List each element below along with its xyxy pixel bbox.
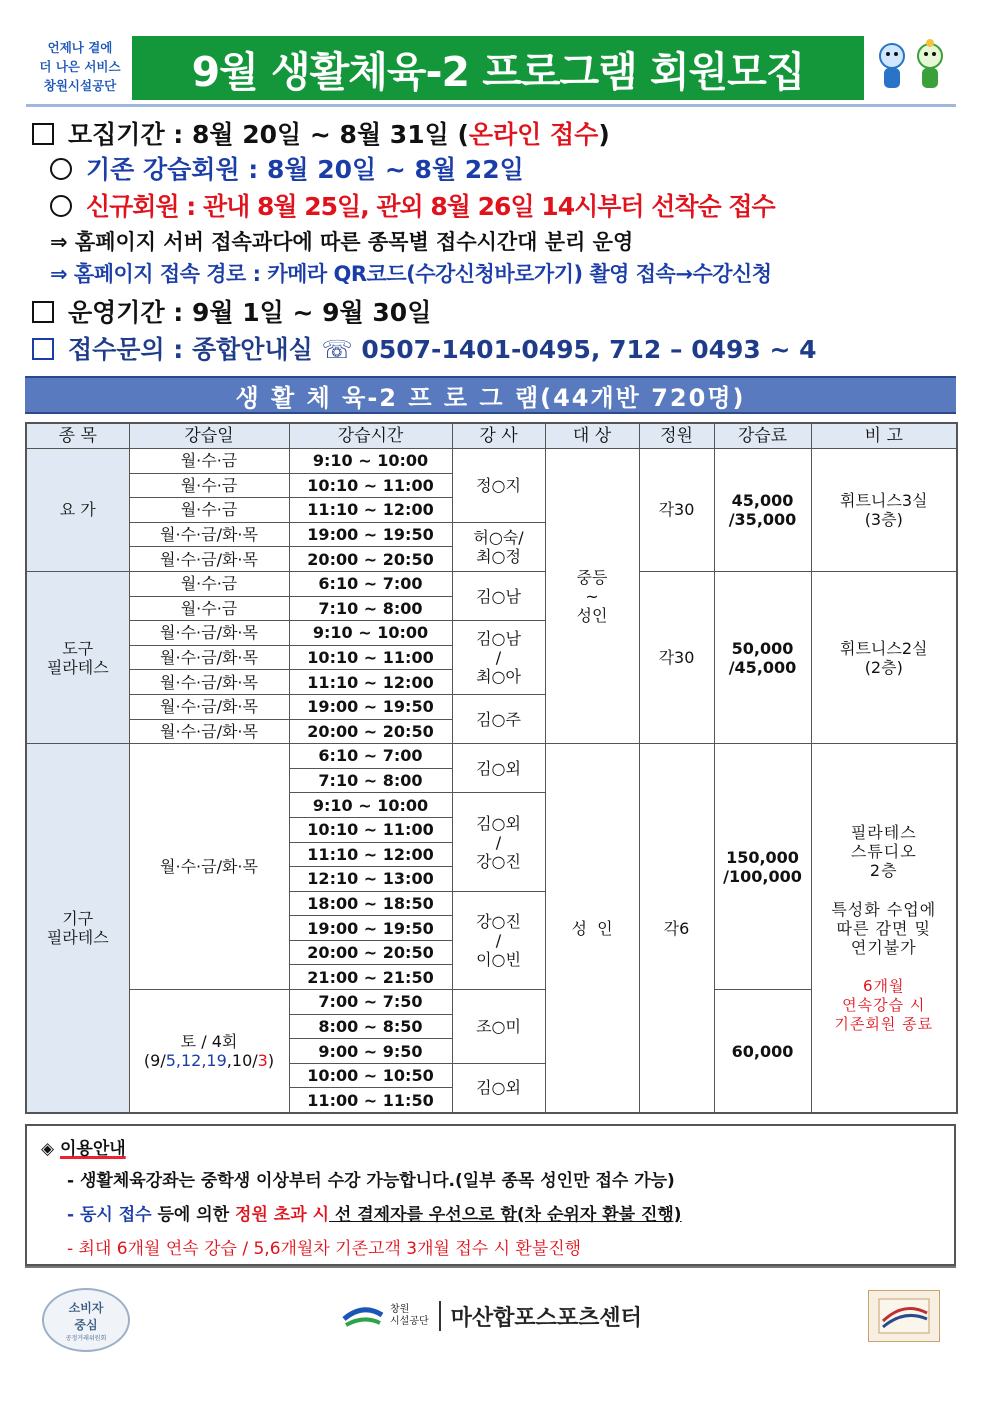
table-header-row (26, 423, 957, 449)
existing-text: 기존 강습회원 : 8월 20일 ~ 8월 22일 (86, 155, 524, 184)
class-time: 9:10 ~ 10:00 (289, 449, 452, 474)
class-days: 월·수·금 (129, 571, 289, 596)
note-line: - 생활체육강좌는 중학생 이상부터 수강 가능합니다.(일부 종목 성인만 접수 가능) (67, 1171, 675, 1191)
capacity: 각30 (639, 571, 714, 743)
class-time: 6:10 ~ 7:00 (289, 744, 452, 769)
recruit-period (32, 115, 610, 151)
header-cell: 강습시간 (289, 423, 452, 449)
program-tool-pilates: 도구 필라테스 (26, 571, 129, 743)
section-title: 생 활 체 육-2 프 로 그 램(44개반 720명) (25, 376, 956, 414)
class-days-saturday (129, 990, 289, 1113)
operation-text: 운영기간 : 9월 1일 ~ 9월 30일 (68, 298, 432, 327)
fee: 50,000 /45,000 (714, 571, 811, 743)
certification-mark-icon (868, 1290, 940, 1342)
class-days: 월·수·금/화·목 (129, 621, 289, 646)
class-time: 10:10 ~ 11:00 (289, 645, 452, 670)
header-cell: 대 상 (545, 423, 639, 449)
instructor: 김○외 (452, 744, 545, 793)
operation-period (32, 293, 431, 329)
table-row (26, 571, 957, 596)
instructor: 강○진 / 이○빈 (452, 891, 545, 989)
badge-text: 중심 (74, 1317, 98, 1332)
header-cell: 강습일 (129, 423, 289, 449)
class-days: 월·수·금/화·목 (129, 645, 289, 670)
instructor: 허○숙/ 최○정 (452, 522, 545, 571)
class-days: 월·수·금/화·목 (129, 719, 289, 744)
slogan-line: 창원시설공단 (43, 78, 117, 93)
remark-discount: 특성화 수업에 따른 감면 및 연기불가 (831, 899, 937, 957)
recruit-close: ) (598, 120, 610, 149)
class-time: 20:00 ~ 20:50 (289, 940, 452, 965)
class-time: 12:10 ~ 13:00 (289, 867, 452, 892)
saturday-label: 토 / 4회 (180, 1032, 238, 1052)
class-time: 10:00 ~ 10:50 (289, 1063, 452, 1088)
class-time: 19:00 ~ 19:50 (289, 916, 452, 941)
class-days: 월·수·금/화·목 (129, 694, 289, 719)
checkbox-icon (32, 338, 54, 360)
badge-text: 공정거래위원회 (65, 1334, 107, 1342)
class-days: 월·수·금 (129, 498, 289, 523)
new-members-text: 신규회원 : 관내 8월 25일, 관외 8월 26일 14시부터 선착순 접수 (86, 192, 775, 221)
note-part: 선 결제자를 우선으로 함(차 순위자 환불 진행) (329, 1205, 682, 1225)
class-time: 19:00 ~ 19:50 (289, 522, 452, 547)
date-part: (9/ (143, 1051, 166, 1071)
capacity: 각6 (639, 744, 714, 1113)
class-time: 7:10 ~ 8:00 (289, 768, 452, 793)
date-part: 3 (257, 1051, 268, 1071)
class-time: 6:10 ~ 7:00 (289, 571, 452, 596)
schedule-table (25, 422, 958, 1114)
inquiry-text: 접수문의 : 종합안내실 ☏ 0507-1401-0495, 712 – 0493 ~ 4 (68, 335, 817, 364)
remark-warning: 6개월 연속강습 시 기존회원 종료 (834, 976, 934, 1033)
page-title: 9월 생활체육-2 프로그램 회원모집 (132, 36, 864, 100)
slogan-line: 언제나 곁에 (47, 40, 113, 55)
diamond-icon: ◈ (41, 1139, 55, 1159)
fee: 60,000 (714, 990, 811, 1113)
class-time: 7:00 ~ 7:50 (289, 990, 452, 1015)
fee: 45,000 /35,000 (714, 449, 811, 572)
header-cell: 정원 (639, 423, 714, 449)
class-time: 9:00 ~ 9:50 (289, 1039, 452, 1064)
class-time: 7:10 ~ 8:00 (289, 596, 452, 621)
usage-notes (25, 1124, 956, 1266)
remark-location: 필라테스 스튜디오 2층 (850, 822, 917, 880)
class-days: 월·수·금 (129, 449, 289, 474)
note-line: - 최대 6개월 연속 강습 / 5,6개월차 기존고객 3개월 접수 시 환불진행 (67, 1239, 582, 1259)
target-group: 중등 ~ 성인 (545, 449, 639, 744)
class-time: 10:10 ~ 11:00 (289, 473, 452, 498)
instructor: 조○미 (452, 990, 545, 1064)
server-note: ⇒ 홈페이지 서버 접속과다에 따른 종목별 접수시간대 분리 운영 (50, 230, 634, 254)
instructor: 정○지 (452, 449, 545, 523)
remark: 휘트니스2실 (2층) (811, 571, 957, 743)
circle-bullet-icon (50, 158, 72, 180)
instructor: 김○남 (452, 571, 545, 620)
class-days: 월·수·금/화·목 (129, 522, 289, 547)
circle-bullet-icon (50, 195, 72, 217)
checkbox-icon (32, 301, 54, 323)
header-divider (26, 104, 956, 107)
remark: 휘트니스3실 (3층) (811, 449, 957, 572)
program-equipment-pilates: 기구 필라테스 (26, 744, 129, 1113)
class-time: 20:00 ~ 20:50 (289, 547, 452, 572)
header-cell: 비 고 (811, 423, 957, 449)
footer-logo (340, 1296, 642, 1336)
notes-title (41, 1134, 126, 1159)
slogan-line: 더 나은 서비스 (39, 59, 121, 74)
class-time: 9:10 ~ 10:00 (289, 793, 452, 818)
date-part: ) (267, 1051, 275, 1071)
date-part: ,10/ (226, 1051, 258, 1071)
class-days: 월·수·금/화·목 (129, 670, 289, 695)
existing-members (50, 150, 524, 186)
class-time: 11:00 ~ 11:50 (289, 1088, 452, 1113)
class-time: 20:00 ~ 20:50 (289, 719, 452, 744)
class-time: 21:00 ~ 21:50 (289, 965, 452, 990)
fee: 150,000 /100,000 (714, 744, 811, 990)
org-logo-icon (340, 1301, 386, 1331)
online-label: 온라인 접수 (468, 120, 599, 149)
class-days: 월·수·금 (129, 596, 289, 621)
class-days: 월·수·금 (129, 473, 289, 498)
instructor: 김○남 / 최○아 (452, 621, 545, 695)
org-name: 창원 시설공단 (390, 1304, 429, 1327)
class-days: 월·수·금/화·목 (129, 547, 289, 572)
date-part: 5,12,19 (165, 1051, 227, 1071)
header-cell: 강습료 (714, 423, 811, 449)
class-time: 11:10 ~ 12:00 (289, 842, 452, 867)
note-line (67, 1200, 682, 1225)
class-time: 10:10 ~ 11:00 (289, 817, 452, 842)
note-part: 등에 의한 (151, 1205, 236, 1225)
badge-text: 소비자 (68, 1300, 104, 1315)
target-group: 성 인 (545, 744, 639, 1113)
note-part: - 동시 접수 (67, 1205, 152, 1225)
class-days: 월·수·금/화·목 (129, 744, 289, 990)
checkbox-icon (32, 123, 54, 145)
new-members (50, 187, 775, 223)
capacity: 각30 (639, 449, 714, 572)
class-time: 11:10 ~ 12:00 (289, 670, 452, 695)
table-row (26, 449, 957, 474)
footer-divider (25, 1266, 956, 1268)
notes-title-text: 이용안내 (60, 1139, 126, 1159)
class-time: 8:00 ~ 8:50 (289, 1014, 452, 1039)
instructor: 김○주 (452, 694, 545, 743)
class-time: 9:10 ~ 10:00 (289, 621, 452, 646)
footer-separator (439, 1301, 441, 1331)
route-note: ⇒ 홈페이지 접속 경로 : 카메라 QR코드(수강신청바로가기) 촬영 접속→수강신청 (50, 262, 772, 286)
class-time: 11:10 ~ 12:00 (289, 498, 452, 523)
header-cell: 종 목 (26, 423, 129, 449)
remark (811, 744, 957, 1113)
class-time: 18:00 ~ 18:50 (289, 891, 452, 916)
consumer-center-badge (42, 1288, 130, 1352)
program-yoga: 요 가 (26, 449, 129, 572)
slogan (30, 38, 130, 95)
inquiry (32, 330, 817, 366)
mascot-icon (872, 38, 952, 96)
center-name: 마산합포스포츠센터 (450, 1305, 642, 1331)
class-time: 19:00 ~ 19:50 (289, 694, 452, 719)
table-row (26, 744, 957, 769)
recruit-period-text: 모집기간 : 8월 20일 ~ 8월 31일 ( (68, 120, 469, 149)
note-part: 정원 초과 시 (235, 1205, 329, 1225)
instructor: 김○외 (452, 1063, 545, 1113)
instructor: 김○외 / 강○진 (452, 793, 545, 891)
header-cell: 강 사 (452, 423, 545, 449)
saturday-dates (130, 1051, 289, 1070)
